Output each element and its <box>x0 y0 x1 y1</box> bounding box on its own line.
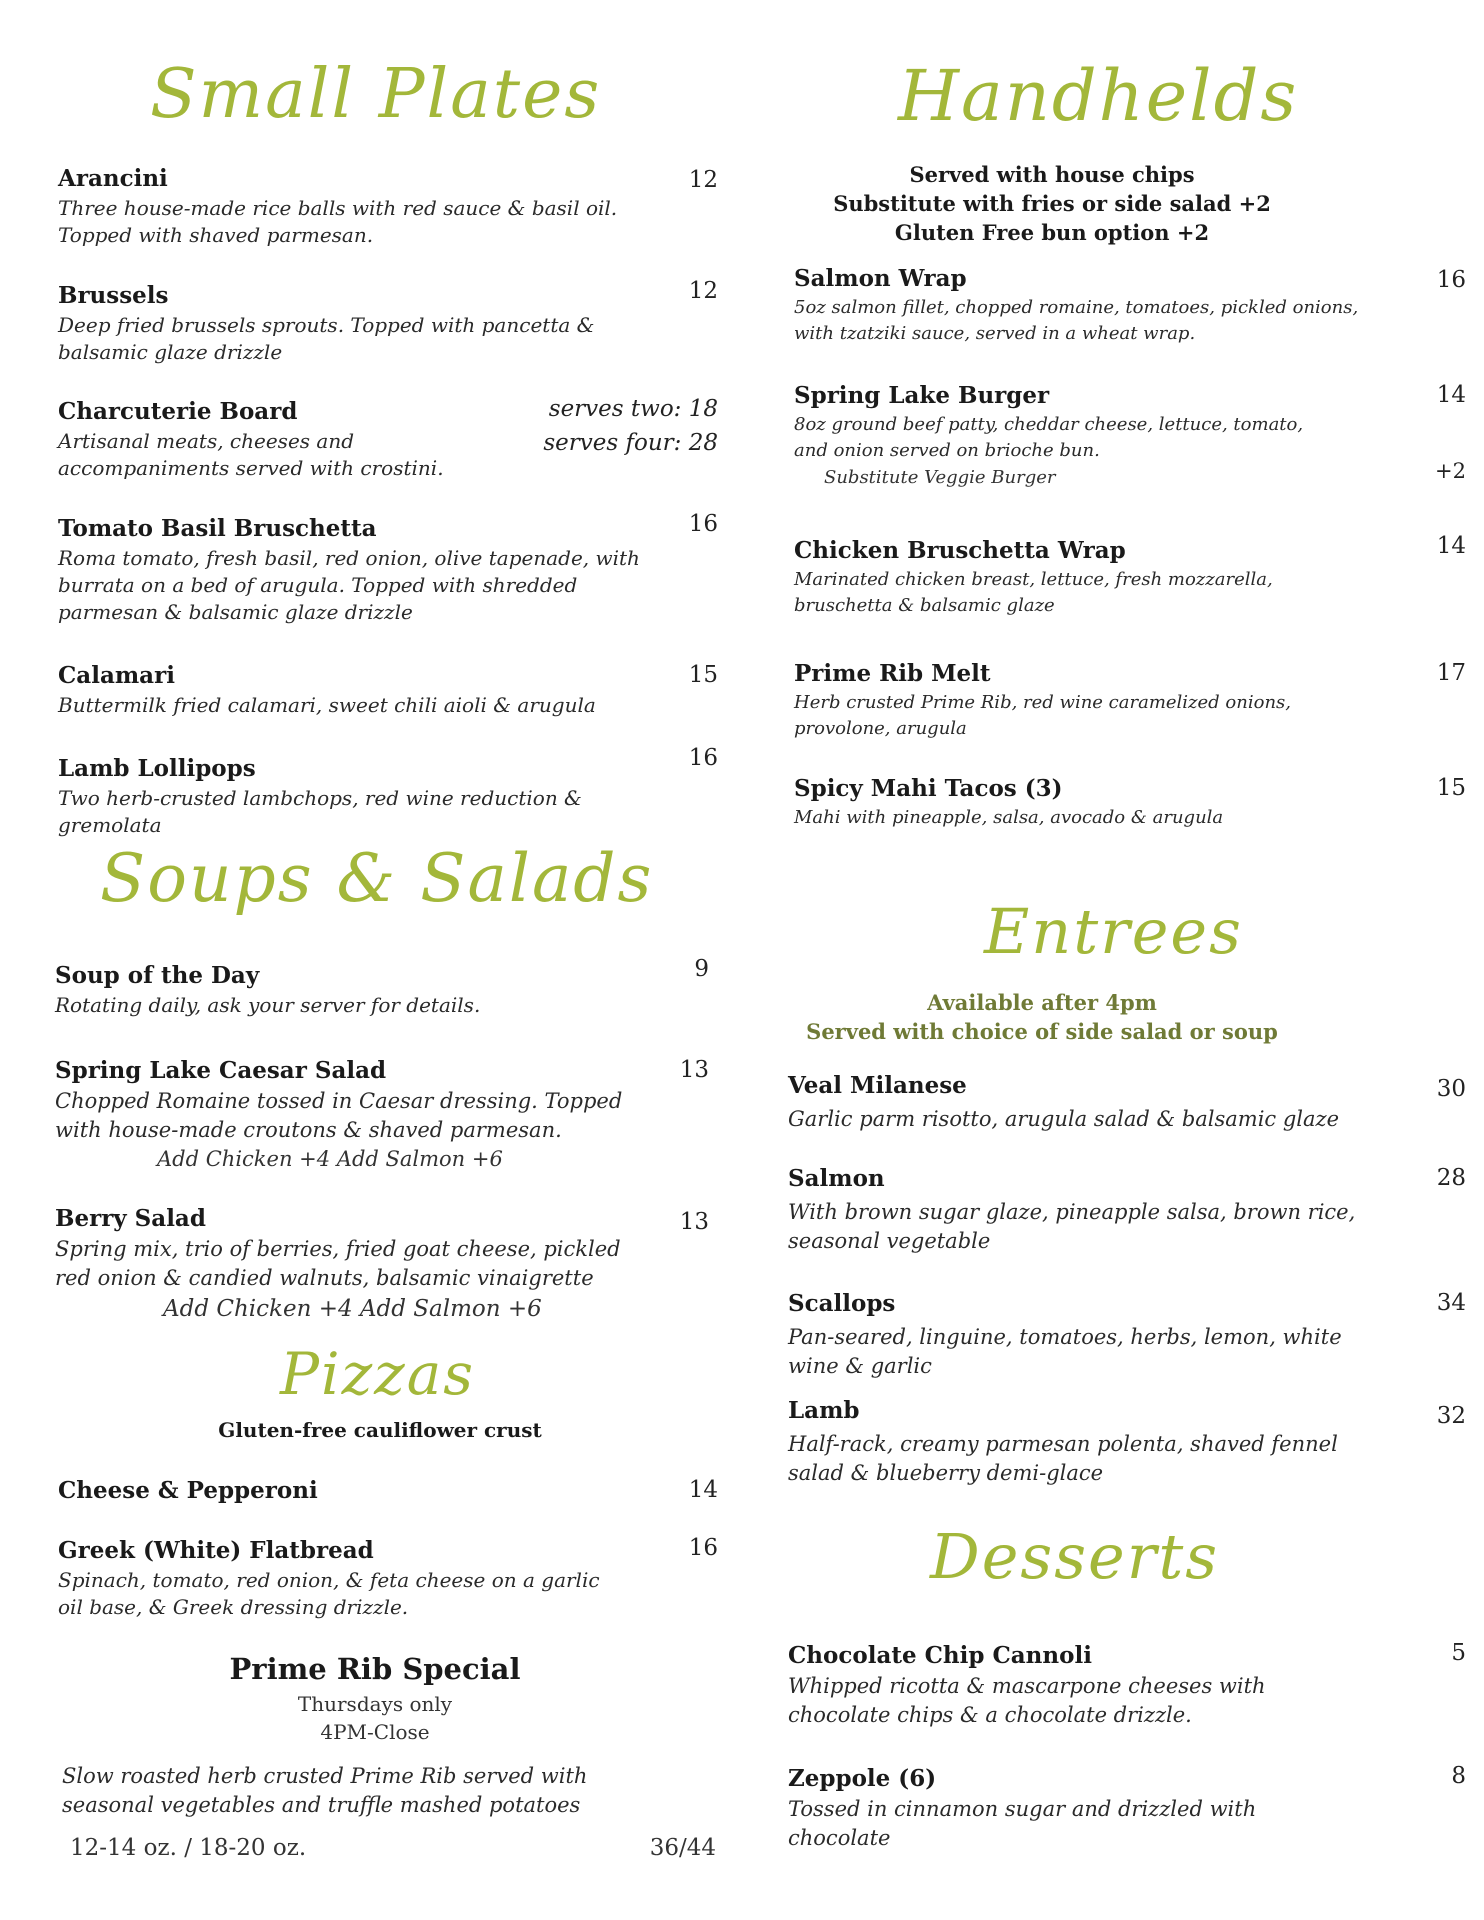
item-name: Chocolate Chip Cannoli <box>788 1642 1092 1669</box>
item-price: 30 <box>1436 1076 1466 1102</box>
item-price: 12 <box>688 278 718 304</box>
menu-item <box>794 533 1474 617</box>
item-description: Three house-made rice balls with red sauce & basil oil. Topped with shaved parmesan. <box>58 196 618 247</box>
item-price: 15 <box>688 662 718 688</box>
item-price: 9 <box>694 956 709 982</box>
menu-item <box>55 1205 717 1325</box>
item-price: 17 <box>1436 660 1466 686</box>
menu-item <box>55 956 717 1022</box>
item-description: Spring mix, trio of berries, fried goat cheese, pickled red onion & candied walnuts, balsamic vinaigrette <box>55 1237 621 1290</box>
item-description: Whipped ricotta & mascarpone cheeses with chocolate chips & a chocolate drizzle. <box>788 1674 1266 1727</box>
item-description: With brown sugar glaze, pineapple salsa, brown rice, seasonal vegetable <box>788 1200 1356 1253</box>
item-name: Brussels <box>58 282 169 309</box>
menu-item <box>794 775 1474 835</box>
menu-item <box>794 265 1474 345</box>
handhelds-note-chips: Served with house chips <box>909 162 1195 187</box>
entrees-note-side: Served with choice of side salad or soup <box>806 1019 1278 1044</box>
item-description: 5oz salmon fillet, chopped romaine, tomatoes, pickled onions, with tzatziki sauce, served in a wheat wrap. <box>794 297 1359 344</box>
item-name: Veal Milanese <box>788 1072 967 1099</box>
item-price: 16 <box>688 511 718 537</box>
item-name: Calamari <box>58 662 175 689</box>
item-price: 16 <box>688 745 718 771</box>
item-description: Buttermilk fried calamari, sweet chili aioli & arugula <box>58 693 596 717</box>
item-description: 8oz ground beef patty, cheddar cheese, lettuce, tomato, and onion served on brioche bun. <box>794 414 1304 461</box>
desserts-heading: Desserts <box>930 1520 1220 1593</box>
item-name: Spring Lake Burger <box>794 382 1050 409</box>
item-name: Arancini <box>58 165 168 192</box>
item-name: Greek (White) Flatbread <box>58 1537 374 1564</box>
item-price: 13 <box>679 1057 709 1083</box>
item-name: Zeppole (6) <box>788 1765 937 1792</box>
item-name: Tomato Basil Bruschetta <box>58 515 377 542</box>
menu-item <box>788 1165 1474 1255</box>
item-name: Soup of the Day <box>55 962 260 989</box>
item-price: 14 <box>688 1477 718 1503</box>
item-name: Lamb <box>788 1397 860 1424</box>
item-description: Artisanal meats, cheeses and accompaniments served with crostini. <box>58 429 444 480</box>
pizzas-note: Gluten-free cauliflower crust <box>218 1418 542 1442</box>
item-description: Pan-seared, linguine, tomatoes, herbs, lemon, white wine & garlic <box>788 1325 1342 1378</box>
item-description: Garlic parm risotto, arugula salad & balsamic glaze <box>788 1107 1340 1131</box>
item-price: 16 <box>688 1535 718 1561</box>
handhelds-note-gluten-free: Gluten Free bun option +2 <box>894 220 1210 245</box>
menu-item <box>788 1765 1474 1855</box>
menu-item <box>58 165 718 255</box>
prime-rib-hours: 4PM-Close <box>320 1720 430 1744</box>
menu-item <box>58 1477 718 1517</box>
item-price: 14 <box>1436 533 1466 559</box>
item-description: Marinated chicken breast, lettuce, fresh mozzarella, bruschetta & balsamic glaze <box>794 569 1273 616</box>
item-name: Lamb Lollipops <box>58 755 256 782</box>
prime-rib-days: Thursdays only <box>297 1692 453 1716</box>
handhelds-heading: Handhelds <box>898 55 1299 137</box>
item-addons: Add Chicken +4 Add Salmon +6 <box>157 1147 503 1171</box>
soups-salads-heading: Soups & Salads <box>100 840 654 917</box>
item-name: Spicy Mahi Tacos (3) <box>794 775 1063 802</box>
item-price: 8 <box>1451 1763 1466 1789</box>
item-name: Chicken Bruschetta Wrap <box>794 537 1126 564</box>
item-price: 28 <box>1436 1165 1466 1191</box>
menu-item <box>58 1537 718 1627</box>
menu-item <box>55 1057 717 1177</box>
item-description: Chopped Romaine tossed in Caesar dressing. Topped with house-made croutons & shaved parmesan. <box>55 1089 623 1142</box>
menu-item <box>58 278 718 364</box>
item-name: Salmon <box>788 1165 885 1192</box>
item-name: Scallops <box>788 1290 896 1317</box>
menu-item <box>58 662 718 722</box>
item-name: Prime Rib Melt <box>794 660 991 687</box>
menu-item <box>788 1397 1474 1487</box>
menu-item <box>58 745 718 837</box>
item-name: Salmon Wrap <box>794 265 967 292</box>
item-description: Rotating daily, ask your server for details. <box>55 993 481 1017</box>
menu-item <box>794 382 1474 492</box>
item-price: 16 <box>1436 267 1466 293</box>
menu-item <box>788 1642 1474 1732</box>
item-name: Spring Lake Caesar Salad <box>55 1057 387 1084</box>
item-addons: Add Chicken +4 Add Salmon +6 <box>163 1296 542 1322</box>
item-price: 5 <box>1451 1640 1466 1666</box>
item-description: Tossed in cinnamon sugar and drizzled with chocolate <box>788 1797 1257 1850</box>
menu-item <box>788 1072 1474 1142</box>
small-plates-heading: Small Plates <box>150 55 602 134</box>
item-description: Mahi with pineapple, salsa, avocado & arugula <box>794 807 1224 828</box>
item-price: 32 <box>1436 1403 1466 1429</box>
prime-rib-description: Slow roasted herb crusted Prime Rib served with seasonal vegetables and truffle mashed potatoes <box>62 1764 588 1817</box>
prime-rib-price: 36/44 <box>649 1835 716 1861</box>
item-name: Charcuterie Board <box>58 398 298 425</box>
item-price: 15 <box>1436 775 1466 801</box>
menu-item <box>58 398 718 488</box>
item-description: Spinach, tomato, red onion, & feta cheese on a garlic oil base, & Greek dressing drizzle. <box>58 1568 600 1619</box>
prime-rib-sizes: 12-14 oz. / 18-20 oz. <box>70 1835 307 1861</box>
item-price: 13 <box>679 1209 709 1235</box>
item-price: 14 <box>1436 382 1466 408</box>
item-substitute-price: +2 <box>1435 459 1466 483</box>
handhelds-note-substitute: Substitute with fries or side salad +2 <box>833 191 1271 216</box>
entrees-note-availability: Available after 4pm <box>927 990 1157 1015</box>
right-column <box>742 0 1484 1920</box>
menu-item <box>794 660 1474 740</box>
entrees-heading: Entrees <box>984 895 1243 968</box>
menu-item <box>788 1290 1474 1380</box>
item-description: Roma tomato, fresh basil, red onion, olive tapenade, with burrata on a bed of arugula. Topped with shredded parmesan & balsamic glaze drizzle <box>58 546 640 624</box>
item-name: Cheese & Pepperoni <box>58 1477 318 1504</box>
item-substitute: Substitute Veggie Burger <box>824 467 1056 488</box>
item-description: Two herb-crusted lambchops, red wine reduction & gremolata <box>58 786 582 837</box>
item-price: 34 <box>1436 1290 1466 1316</box>
pizzas-heading: Pizzas <box>280 1340 476 1408</box>
item-description: Deep fried brussels sprouts. Topped with pancetta & balsamic glaze drizzle <box>58 313 595 364</box>
item-price-four: serves four: 28 <box>543 430 718 456</box>
item-description: Half-rack, creamy parmesan polenta, shaved fennel salad & blueberry demi-glace <box>788 1432 1338 1485</box>
item-name: Berry Salad <box>55 1205 206 1232</box>
menu-item <box>58 511 718 625</box>
item-description: Herb crusted Prime Rib, red wine caramelized onions, provolone, arugula <box>794 692 1292 739</box>
prime-rib-title: Prime Rib Special <box>229 1652 521 1686</box>
item-price-two: serves two: 18 <box>548 396 718 422</box>
item-price: 12 <box>688 167 718 193</box>
